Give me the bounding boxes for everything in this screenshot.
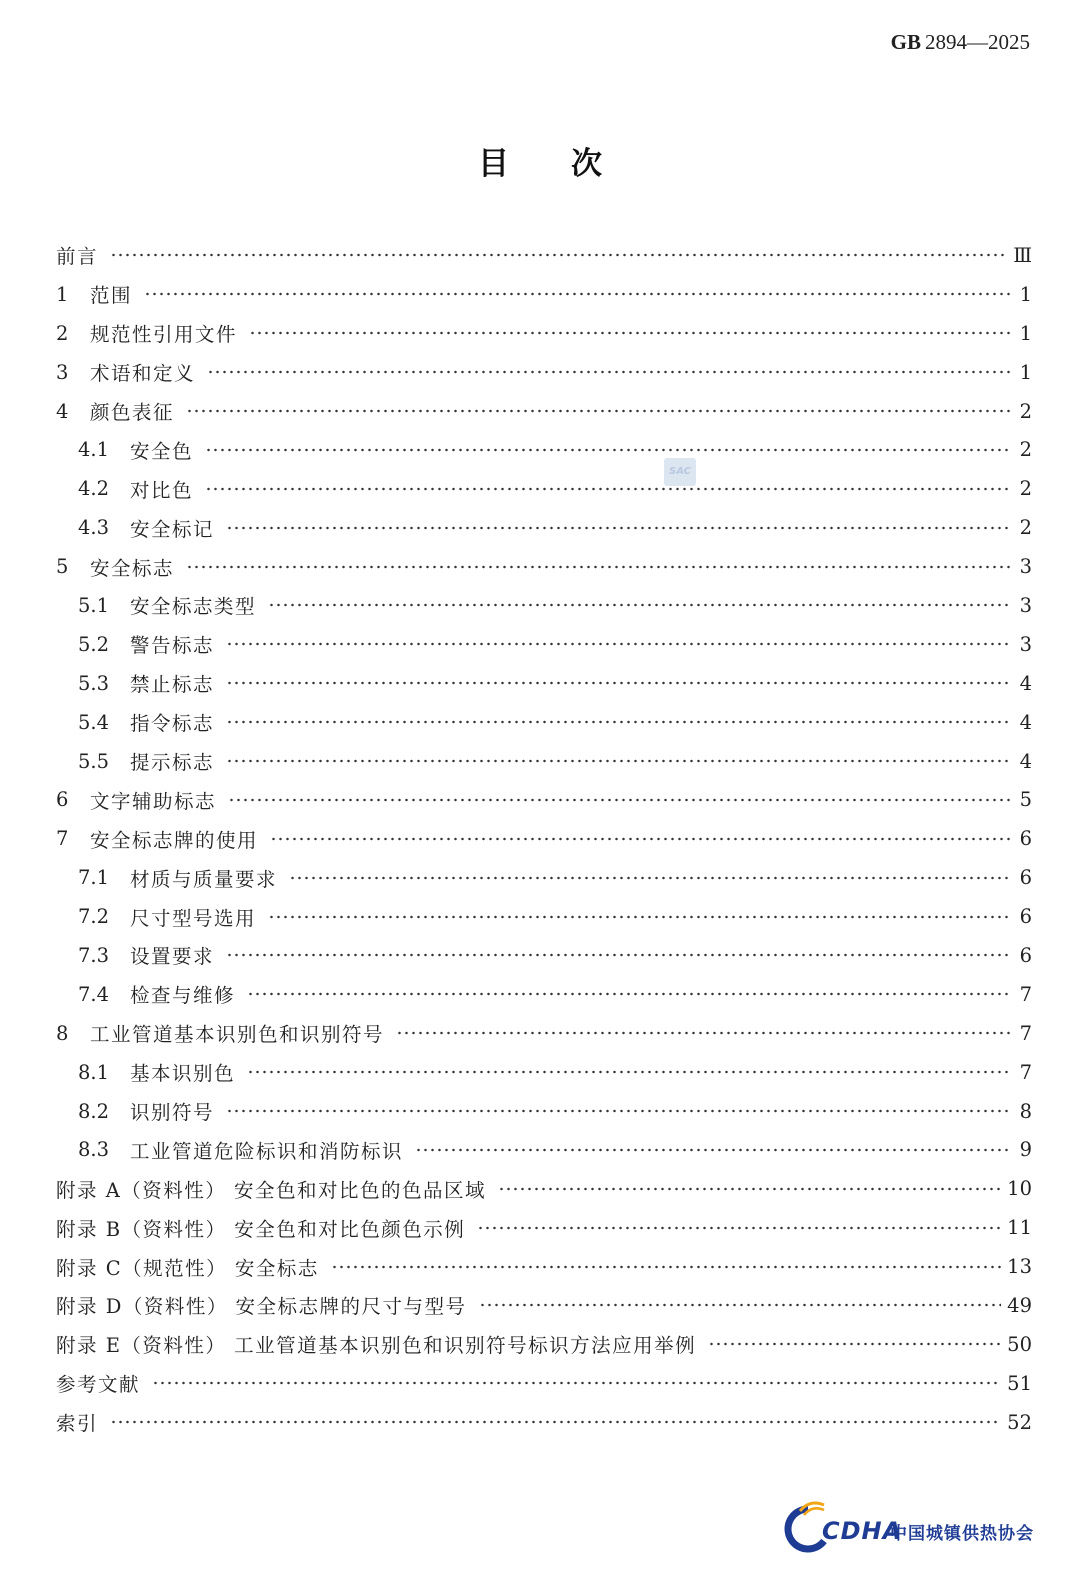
toc-entry-title: 范围 (90, 284, 133, 308)
toc-entry-title: 识别符号 (130, 1101, 215, 1125)
toc-entry-number: 5.1 (78, 593, 110, 617)
toc-dot-leader (477, 1226, 1001, 1230)
toc-dot-leader (247, 1070, 1012, 1074)
toc-dot-leader (396, 1031, 1012, 1035)
toc-entry-number: 5.5 (78, 749, 110, 773)
toc-dot-leader (268, 603, 1012, 607)
toc-dot-leader (226, 759, 1012, 763)
toc-entry-page: 13 (1007, 1255, 1032, 1279)
toc-entry[interactable] (56, 314, 1032, 353)
toc-entry-number: 3 (56, 360, 69, 384)
toc-entry-page: 4 (1019, 749, 1032, 773)
toc-entry-number: 8.2 (78, 1099, 110, 1123)
toc-dot-leader (226, 720, 1012, 724)
toc-entry-page: 3 (1019, 593, 1032, 617)
toc-dot-leader (226, 953, 1012, 957)
toc-dot-leader (226, 642, 1012, 646)
toc-dot-leader (226, 681, 1012, 685)
toc-entry-title: 规范性引用文件 (90, 323, 238, 347)
toc-entry-title: 附录 E（资料性） 工业管道基本识别色和识别符号标识方法应用举例 (56, 1334, 697, 1358)
toc-entry-page: 6 (1019, 905, 1032, 929)
toc-entry[interactable] (56, 1092, 1032, 1131)
toc-dot-leader (144, 292, 1012, 296)
toc-entry-page: 3 (1019, 555, 1032, 579)
toc-entry-number: 2 (56, 321, 69, 345)
toc-entry-number: 5 (56, 555, 69, 579)
toc-entry-page: 4 (1019, 671, 1032, 695)
toc-entry-page: 1 (1019, 282, 1032, 306)
toc-entry-title: 尺寸型号选用 (130, 906, 257, 930)
toc-entry-title: 设置要求 (130, 945, 215, 969)
toc-entry-title: 警告标志 (130, 634, 215, 658)
toc-entry-title: 附录 A（资料性） 安全色和对比色的色品区域 (56, 1178, 486, 1202)
standard-prefix: GB (890, 30, 921, 54)
toc-entry-title: 附录 C（规范性） 安全标志 (56, 1256, 319, 1280)
toc-entry-page: 7 (1019, 982, 1032, 1006)
toc-dot-leader (268, 915, 1012, 919)
toc-entry-title: 安全标记 (130, 517, 215, 541)
logo-mark-text: CDHA (822, 1517, 903, 1545)
toc-entry-title: 前言 (56, 245, 99, 269)
toc-dot-leader (205, 448, 1012, 452)
toc-entry[interactable] (56, 1130, 1032, 1169)
toc-dot-leader (247, 992, 1012, 996)
logo-org-name: 中国城镇供热协会 (890, 1524, 1034, 1544)
toc-entry[interactable] (56, 1053, 1032, 1092)
toc-entry[interactable] (56, 703, 1032, 742)
toc-entry-title: 文字辅助标志 (90, 789, 217, 813)
toc-entry-page: 2 (1019, 477, 1032, 501)
toc-entry-number: 5.3 (78, 671, 110, 695)
toc-entry[interactable] (56, 547, 1032, 586)
toc-entry[interactable] (56, 1364, 1032, 1403)
toc-entry-page: 11 (1007, 1216, 1032, 1240)
toc-entry-page: 7 (1019, 1021, 1032, 1045)
toc-entry-title: 检查与维修 (130, 984, 236, 1008)
toc-entry-page: 52 (1007, 1410, 1032, 1434)
toc-entry[interactable] (56, 936, 1032, 975)
toc-entry-number: 8 (56, 1021, 69, 1045)
toc-entry-number: 5.4 (78, 710, 110, 734)
toc-entry[interactable] (56, 780, 1032, 819)
toc-dot-leader (249, 331, 1012, 335)
toc-dot-leader (110, 1420, 1001, 1424)
toc-entry-page: 8 (1019, 1099, 1032, 1123)
toc-entry[interactable] (56, 664, 1032, 703)
toc-entry-title: 安全标志牌的使用 (90, 828, 259, 852)
toc-entry-title: 指令标志 (130, 712, 215, 736)
toc-entry-title: 安全标志类型 (130, 595, 257, 619)
toc-entry-title: 参考文献 (56, 1373, 141, 1397)
toc-entry-page: 6 (1019, 866, 1032, 890)
toc-entry[interactable] (56, 469, 1032, 508)
toc-entry-page: 1 (1019, 321, 1032, 345)
toc-entry-title: 索引 (56, 1412, 99, 1436)
sac-watermark: SAC (664, 458, 696, 486)
toc-entry-page: 50 (1007, 1332, 1032, 1356)
toc-entry-title: 工业管道危险标识和消防标识 (130, 1139, 404, 1163)
toc-entry-page: 5 (1019, 788, 1032, 812)
toc-dot-leader (331, 1265, 1001, 1269)
toc-entry-page: 2 (1019, 438, 1032, 462)
toc-entry-number: 7.3 (78, 943, 110, 967)
toc-entry[interactable] (56, 275, 1032, 314)
toc-entry-number: 8.1 (78, 1060, 110, 1084)
toc-dot-leader (226, 526, 1012, 530)
toc-entry-number: 7.2 (78, 905, 110, 929)
toc-entry[interactable] (56, 353, 1032, 392)
toc-entry-title: 材质与质量要求 (130, 867, 278, 891)
toc-entry-title: 基本识别色 (130, 1062, 236, 1086)
cdha-logo (778, 1495, 1048, 1555)
toc-entry-title: 术语和定义 (90, 362, 196, 386)
toc-entry-page: 6 (1019, 943, 1032, 967)
table-of-contents (56, 236, 1032, 1442)
toc-entry[interactable] (56, 1208, 1032, 1247)
toc-entry[interactable] (56, 975, 1032, 1014)
toc-entry-number: 7.1 (78, 866, 110, 890)
toc-entry[interactable] (56, 236, 1032, 275)
toc-dot-leader (708, 1342, 1001, 1346)
toc-entry-title: 安全标志 (90, 556, 175, 580)
toc-entry[interactable] (56, 625, 1032, 664)
toc-entry[interactable] (56, 1247, 1032, 1286)
toc-entry-number: 4.1 (78, 438, 110, 462)
toc-entry-title: 颜色表征 (90, 401, 175, 424)
toc-entry[interactable] (56, 819, 1032, 858)
toc-entry-number: 7.4 (78, 982, 110, 1006)
toc-entry[interactable] (56, 430, 1032, 469)
toc-entry-number: 5.2 (78, 632, 110, 656)
toc-entry-number: 4 (56, 399, 69, 423)
toc-dot-leader (152, 1381, 1001, 1385)
toc-entry-number: 6 (56, 788, 69, 812)
toc-entry[interactable] (56, 858, 1032, 897)
toc-dot-leader (289, 876, 1012, 880)
toc-entry-page: 51 (1007, 1371, 1032, 1395)
toc-entry-title: 提示标志 (130, 751, 215, 775)
toc-entry-page: 7 (1019, 1060, 1032, 1084)
toc-dot-leader (110, 253, 1007, 257)
toc-entry-page: 6 (1019, 827, 1032, 851)
toc-entry[interactable] (56, 1403, 1032, 1442)
toc-entry-page: 1 (1019, 360, 1032, 384)
toc-entry-number: 4.3 (78, 516, 110, 540)
toc-entry[interactable] (56, 897, 1032, 936)
toc-entry[interactable] (56, 1014, 1032, 1053)
toc-entry-number: 4.2 (78, 477, 110, 501)
toc-entry-title: 工业管道基本识别色和识别符号 (90, 1023, 385, 1047)
toc-entry-title: 禁止标志 (130, 673, 215, 697)
toc-entry-number: 8.3 (78, 1138, 110, 1162)
toc-dot-leader (186, 565, 1012, 569)
toc-entry[interactable] (56, 1169, 1032, 1208)
toc-entry-page: 4 (1019, 710, 1032, 734)
toc-dot-leader (186, 409, 1012, 413)
toc-entry[interactable] (56, 586, 1032, 625)
toc-entry[interactable] (56, 1325, 1032, 1364)
toc-dot-leader (207, 370, 1012, 374)
toc-entry-page: 9 (1019, 1138, 1032, 1162)
toc-entry-title: 对比色 (130, 478, 194, 502)
toc-entry[interactable] (56, 508, 1032, 547)
toc-entry-title: 安全色 (130, 439, 194, 463)
toc-entry-title: 附录 B（资料性） 安全色和对比色颜色示例 (56, 1217, 466, 1241)
page-title: 目次 (478, 146, 664, 182)
toc-entry-page: 49 (1007, 1293, 1032, 1317)
toc-dot-leader (415, 1148, 1012, 1152)
toc-entry[interactable] (56, 742, 1032, 781)
toc-entry-page: 2 (1019, 516, 1032, 540)
toc-entry-page: Ⅲ (1013, 243, 1032, 267)
toc-entry-title: 附录 D（资料性） 安全标志牌的尺寸与型号 (56, 1295, 467, 1319)
toc-entry-page: 10 (1007, 1177, 1032, 1201)
toc-entry[interactable] (56, 1286, 1032, 1325)
toc-dot-leader (205, 487, 1012, 491)
toc-dot-leader (228, 798, 1012, 802)
standard-number (891, 30, 1030, 55)
toc-dot-leader (270, 837, 1012, 841)
toc-entry-number: 7 (56, 827, 69, 851)
standard-code: 2894—2025 (925, 30, 1030, 54)
toc-dot-leader (498, 1187, 1001, 1191)
toc-dot-leader (479, 1303, 1002, 1307)
toc-entry-number: 1 (56, 282, 69, 306)
toc-dot-leader (226, 1109, 1012, 1113)
toc-entry-page: 2 (1019, 399, 1032, 423)
toc-entry-page: 3 (1019, 632, 1032, 656)
toc-entry[interactable] (56, 392, 1032, 431)
